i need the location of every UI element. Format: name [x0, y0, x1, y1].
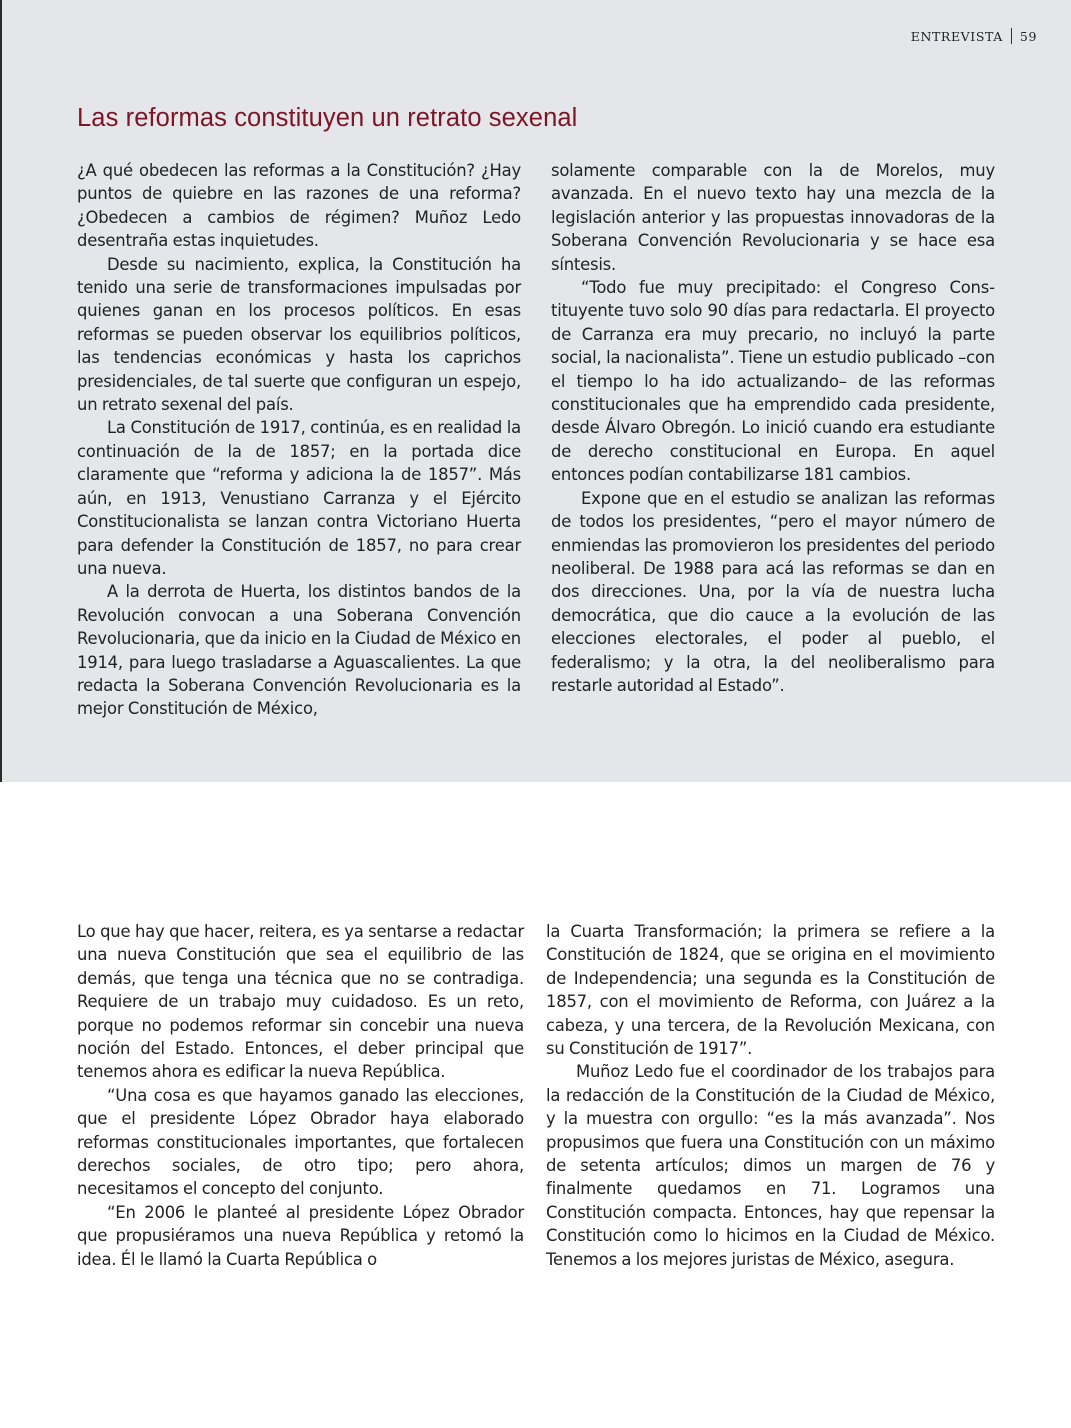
paragraph: la Cuarta Transformación; la primera se refiere a la Constitución de 1824, que se origina en el movimiento de Independencia; una segunda es la Constitución de 1857, con el movimiento de Reforma, con Juárez a la cabeza, y una tercera, de la Revolución Mexicana, con su Constitución de 1917”.	[546, 922, 995, 1059]
paragraph: “En 2006 le planteé al presidente López Obrador que propusiéramos una nueva República y retomó la idea. Él le llamó la Cuarta República o	[77, 1202, 524, 1269]
top-right-column	[551, 159, 995, 697]
section-label: ENTREVISTA	[910, 29, 1003, 44]
page-number: 59	[1019, 29, 1037, 44]
paragraph: La Constitución de 1917, continúa, es en realidad la continuación de la de 1857; en la portada dice claramente que “reforma y adiciona la de 1857”. Más aún, en 1913, Venustiano Carranza y el Ejército Constitucionalista se lanzan contra Victoriano Huerta para defender la Constitución de 1857, no para crear una nueva.	[77, 418, 521, 578]
paragraph: Desde su nacimiento, explica, la Constitución ha tenido una serie de transformaciones impulsadas por quienes ganan en los procesos políticos. En esas reformas se pueden observar los equilibrios políticos, las tendencias económicas y hasta los caprichos presidenciales, de tal suerte que configuran un espejo, un retrato sexenal del país.	[77, 254, 521, 415]
top-left-column	[77, 159, 521, 721]
paragraph: ¿A qué obedecen las reformas a la Constitución? ¿Hay puntos de quiebre en las razones de una reforma? ¿Obedecen a cambios de régimen? Muñoz Ledo desentraña estas inquietudes.	[77, 161, 521, 251]
paragraph: Expone que en el estudio se analizan las reformas de todos los presidentes, “pero el mayor número de enmiendas las promovieron los presidentes del periodo neoliberal. De 1988 para acá las reformas se dan en dos direcciones. Una, por la vía de nuestra lucha democrática, que dio cauce a la evolución de las elecciones electorales, el poder al pueblo, el federalismo; y la otra, la del neoliberalismo para restarle autoridad al Estado”.	[551, 488, 995, 695]
bottom-left-column	[77, 920, 524, 1271]
paragraph: solamente comparable con la de Morelos, muy avanzada. En el nuevo texto hay una mezcla de la legislación anterior y las propuestas innovadoras de la Soberana Convención Revolucionaria y se hace esa síntesis.	[551, 161, 995, 274]
paragraph: “Todo fue muy precipitado: el Congreso Constituyente tuvo solo 90 días para redactarla. El proyecto de Carranza era muy precario, no incluyó la parte social, la nacionalista”. Tiene un estudio publicado –con el tiempo lo ha ido actualizando– de las reformas constitucionales que ha emprendido cada presidente, desde Álvaro Obregón. Lo inició cuando era estudiante de derecho constitucional en Europa. En aquel entonces podían contabilizarse 181 cambios.	[551, 278, 995, 485]
paragraph: Lo que hay que hacer, reitera, es ya sentarse a redactar una nueva Constitución que sea el equilibrio de las demás, que tenga una técnica que no se contradiga. Requiere de un trabajo muy cuidadoso. Es un reto, porque no podemos reformar sin concebir una nueva noción del Estado. Entonces, el deber principal que tenemos ahora es edificar la nueva República.	[77, 922, 524, 1082]
section-subtitle: Las reformas constituyen un retrato sexenal	[77, 104, 578, 132]
paragraph: “Una cosa es que hayamos ganado las elecciones, que el presidente López Obrador haya elaborado reformas constitucionales importantes, que fortalecen derechos sociales, de otro tipo; pero ahora, necesitamos el concepto del conjunto.	[77, 1085, 524, 1199]
bottom-right-column	[546, 920, 995, 1271]
running-head	[911, 28, 1037, 44]
paragraph: A la derrota de Huerta, los distintos bandos de la Revolución convocan a una Soberana Convención Revolucionaria, que da inicio en la Ciudad de México en 1914, para luego trasladarse a Aguascalientes. La que redacta la Soberana Convención Revolucionaria es la mejor Constitución de México,	[77, 582, 521, 719]
header-divider	[1011, 28, 1012, 44]
paragraph: Muñoz Ledo fue el coordinador de los trabajos para la redacción de la Constitución de la Ciudad de México, y la muestra con orgullo: “es la más avanzada”. Nos propusimos que fuera una Constitución con un máximo de setenta artículos; dimos un margen de 76 y finalmente quedamos en 71. Logramos una Constitución compacta. Entonces, hay que repensar la Constitución como lo hicimos en la Ciudad de México. Tenemos a los mejores juristas de México, asegura.	[546, 1062, 995, 1269]
